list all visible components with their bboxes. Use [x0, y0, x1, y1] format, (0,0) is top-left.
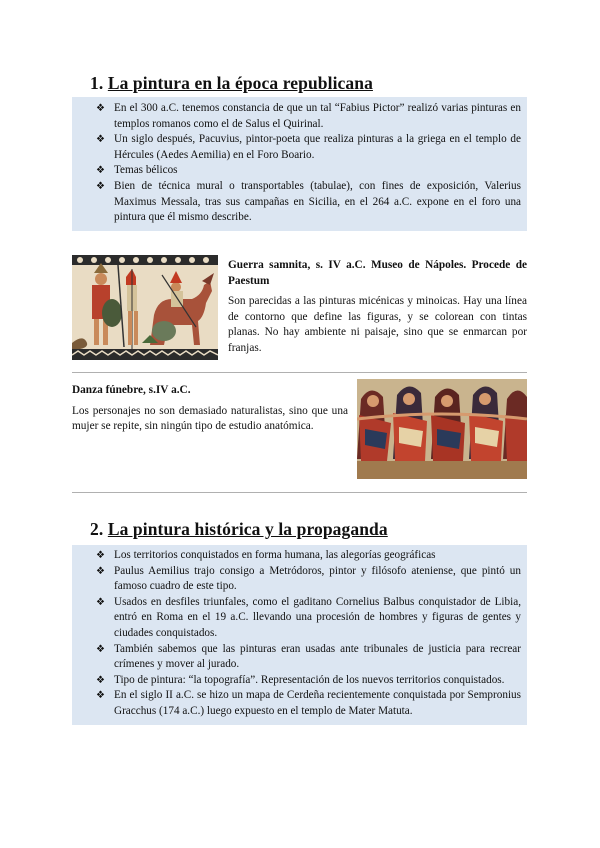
bullet-icon: ❖: [96, 165, 105, 177]
bullet-icon: ❖: [96, 134, 105, 146]
section-2-bullet-list: [72, 548, 527, 720]
section-1-heading: [90, 73, 373, 94]
bullet-icon: ❖: [96, 180, 105, 192]
list-item: ❖ En el 300 a.C. tenemos constancia de que un tal “Fabius Pictor” realizó varias pinturas en templos romanos como el de Salus el Quirinal.: [96, 102, 521, 130]
list-item: ❖ Un siglo después, Pacuvius, pintor-poeta que realiza pinturas a la griega en el templo de Hércules (Aedes Aemilia) en el Foro Boario.: [96, 133, 521, 161]
list-item: ❖ Paulus Aemilius trajo consigo a Metródoros, pintor y filósofo ateniense, que pintó un famoso cuadro de este tipo.: [96, 564, 521, 593]
bullet-icon: ❖: [96, 643, 105, 655]
divider: [72, 372, 527, 373]
section-2-title: La pintura histórica y la propaganda: [107, 519, 388, 539]
funeral-dance-painting-image: [357, 379, 527, 479]
list-item: ❖ Tipo de pintura: “la topografía”. Representación de los nuevos territorios conquistados.: [72, 673, 527, 689]
section-1-title: La pintura en la época republicana: [107, 73, 373, 93]
list-item: ❖ Temas bélicos: [72, 163, 527, 179]
bullet-icon: ❖: [96, 550, 105, 561]
section-2-number: 2.: [90, 519, 104, 539]
section-2-heading: [90, 519, 388, 540]
bullet-icon: ❖: [96, 103, 105, 114]
section-1-number: 1.: [90, 73, 104, 93]
samnite-war-painting-image: [72, 255, 218, 360]
list-item: ❖ Bien de técnica mural o transportables (tabulae), con fines de exposición, Valerius Maximus Messala, tras sus campañas en Sicilia, en el 264 a.C. expone en el foro una pintura que él mismo describe.: [96, 179, 521, 224]
figure-2-text: Los personajes no son demasiado naturalistas, sino que una mujer se repite, sin ningún tipo de estudio anatómica.: [72, 404, 348, 433]
list-item: ❖ En el siglo II a.C. se hizo un mapa de Cerdeña recientemente conquistada por Sempronius Gracchus (174 a.C.) luego expuesto en el templo de Mater Matuta.: [96, 689, 521, 717]
bullet-icon: ❖: [96, 690, 105, 702]
figure-2-caption: [72, 383, 348, 435]
list-item: ❖ Los territorios conquistados en forma humana, las alegorías geográficas: [72, 548, 527, 564]
section-1-bullet-box: [72, 97, 527, 231]
divider: [72, 492, 527, 493]
section-2-bullet-box: [72, 545, 527, 725]
list-item: ❖ También sabemos que las pinturas eran usadas ante tribunales de justicia para recrear crímenes y mover al jurado.: [96, 642, 521, 671]
bullet-icon: ❖: [96, 674, 105, 686]
bullet-icon: ❖: [96, 596, 105, 608]
figure-2-title: Danza fúnebre, s.IV a.C.: [72, 384, 191, 396]
figure-1-title: Guerra samnita, s. IV a.C. Museo de Nápoles. Procede de Paestum: [228, 259, 527, 287]
figure-1-text: Son parecidas a las pinturas micénicas y minoicas. Hay una línea de contorno que define las figuras, y se colorean con tintas planas. No hay ambiente ni paisaje, sino que se enmarcan por franjas.: [228, 295, 527, 354]
bullet-icon: ❖: [96, 565, 105, 577]
list-item: ❖ Usados en desfiles triunfales, como el gaditano Cornelius Balbus conquistador de Libia, entró en Roma en el 19 a.C. llevando una procesión de hombres y figuras de gentes y ciudades conquistados.: [96, 595, 521, 639]
section-1-bullet-list: [72, 101, 527, 226]
figure-1-caption: [228, 258, 527, 357]
